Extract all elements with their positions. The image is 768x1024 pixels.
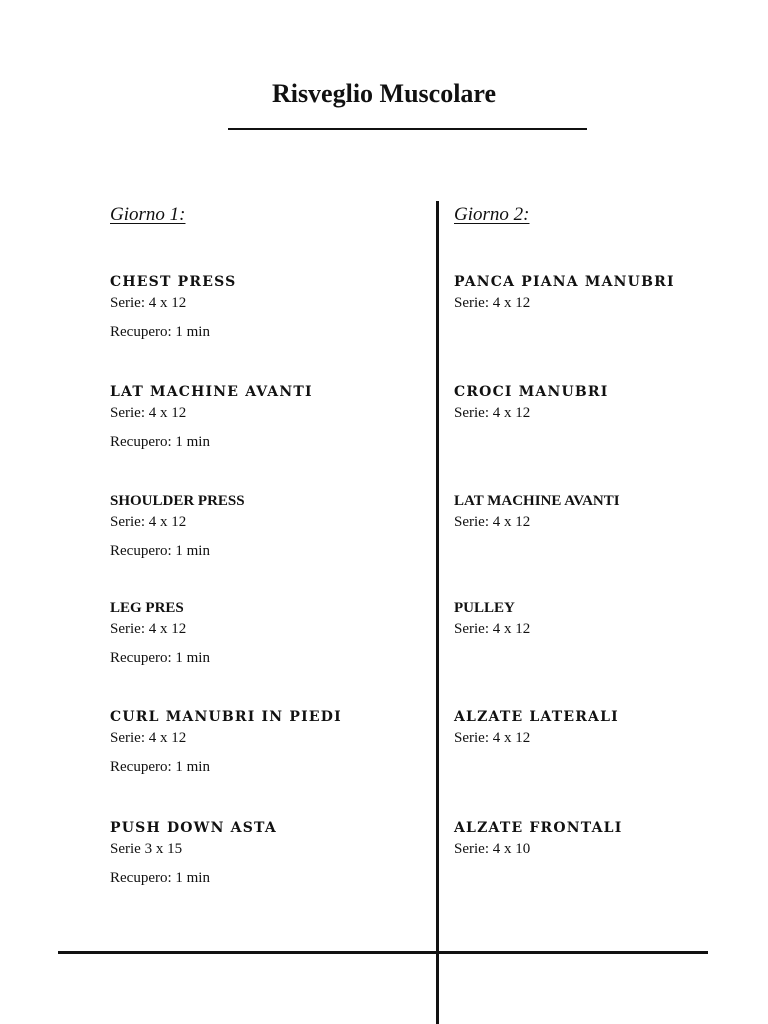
exercise-rest: Recupero: 1 min [110,870,210,886]
exercise-sets: Serie 3 x 15 [110,841,183,857]
exercise-sets: Serie: 4 x 12 [110,621,187,637]
day2-exercise-3 [454,491,754,533]
bottom-divider [58,951,708,954]
exercise-name: ALZATE LATERALI [454,709,619,725]
exercise-rest: Recupero: 1 min [110,650,210,666]
exercise-name: LAT MACHINE AVANTI [110,384,313,400]
exercise-sets: Serie: 4 x 12 [110,514,187,530]
exercise-sets: Serie: 4 x 12 [110,405,187,421]
exercise-sets: Serie: 4 x 12 [454,405,531,421]
exercise-name: CROCI MANUBRI [454,384,609,400]
day1-exercise-5 [110,707,410,778]
day2-heading: Giorno 2: [454,204,530,225]
exercise-name: PANCA PIANA MANUBRI [454,274,675,290]
column-divider [436,201,439,1024]
exercise-name: LAT MACHINE AVANTI [454,493,620,509]
exercise-sets: Serie: 4 x 10 [454,841,531,857]
exercise-name: CHEST PRESS [110,274,237,290]
exercise-name: SHOULDER PRESS [110,493,245,509]
day2-exercise-5 [454,707,754,749]
exercise-sets: Serie: 4 x 12 [110,730,187,746]
day2-exercise-4 [454,598,754,640]
page-title: Risveglio Muscolare [271,79,497,108]
day1-exercise-1 [110,272,410,343]
exercise-sets: Serie: 4 x 12 [454,295,531,311]
day1-heading: Giorno 1: [110,204,186,225]
day1-exercise-3 [110,491,410,562]
day1-exercise-6 [110,818,410,889]
exercise-sets: Serie: 4 x 12 [454,514,531,530]
day2-exercise-6 [454,818,754,860]
day1-exercise-2 [110,382,410,453]
day2-exercise-2 [454,382,754,424]
exercise-rest: Recupero: 1 min [110,759,210,775]
exercise-rest: Recupero: 1 min [110,324,210,340]
exercise-rest: Recupero: 1 min [110,543,210,559]
exercise-sets: Serie: 4 x 12 [454,730,531,746]
exercise-sets: Serie: 4 x 12 [110,295,187,311]
exercise-rest: Recupero: 1 min [110,434,210,450]
exercise-name: CURL MANUBRI IN PIEDI [110,709,342,725]
day1-exercise-4 [110,598,410,669]
exercise-name: PULLEY [454,600,515,616]
day2-exercise-1 [454,272,754,314]
title-underline [228,128,587,130]
exercise-name: LEG PRES [110,600,184,616]
exercise-name: ALZATE FRONTALI [454,820,623,836]
exercise-name: PUSH DOWN ASTA [110,820,277,836]
exercise-sets: Serie: 4 x 12 [454,621,531,637]
